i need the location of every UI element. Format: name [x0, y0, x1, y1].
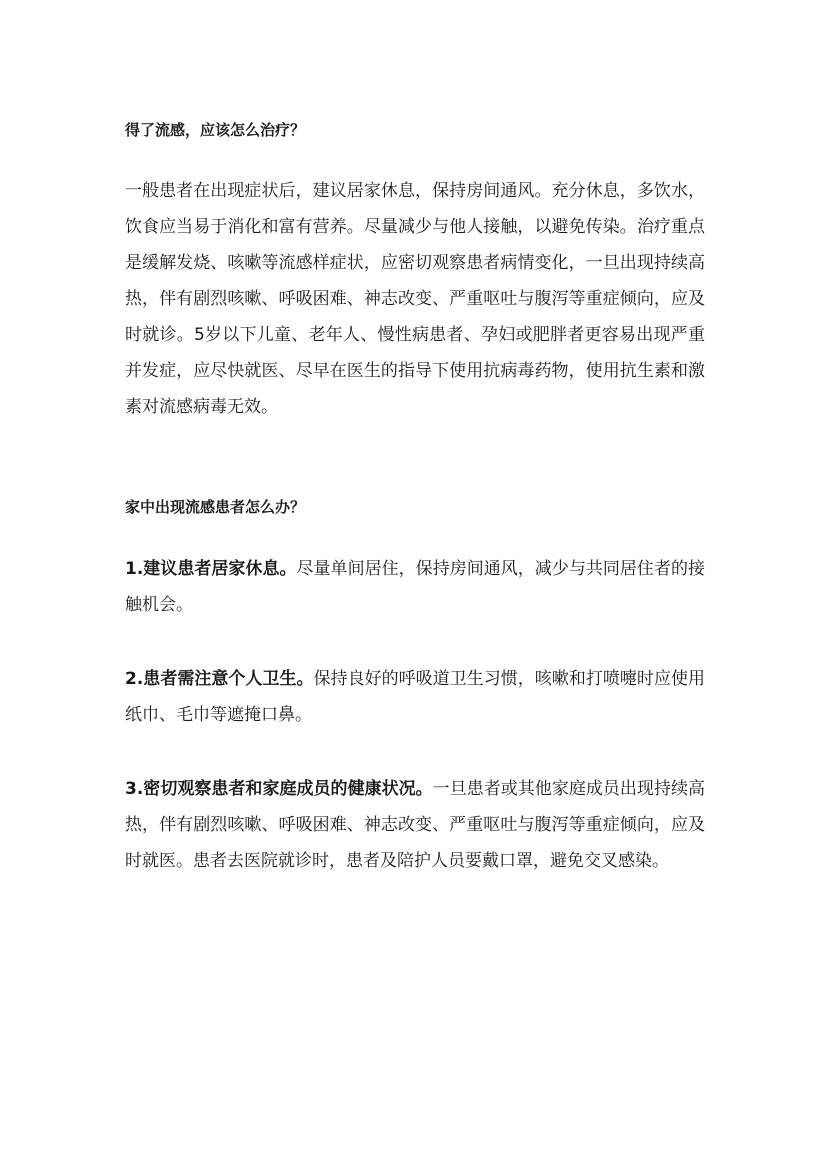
list-item-monitor-health	[125, 771, 705, 879]
list-item-rest-at-home	[125, 551, 705, 623]
heading-flu-treatment: 得了流感，应该怎么治疗？	[125, 121, 306, 139]
item-lead: 3.密切观察患者和家庭成员的健康状况。	[125, 779, 433, 799]
heading-flu-patient-at-home: 家中出现流感患者怎么办？	[125, 498, 306, 516]
list-item-personal-hygiene	[125, 661, 705, 733]
paragraph-treatment-advice: 一般患者在出现症状后，建议居家休息，保持房间通风。充分休息，多饮水，饮食应当易于消化和富有营养。尽量减少与他人接触，以避免传染。治疗重点是缓解发烧、咳嗽等流感样症状，应密切观察患者病情变化，一旦出现持续高热，伴有剧烈咳嗽、呼吸困难、神志改变、严重呕吐与腹泻等重症倾向，应及时就诊。5岁以下儿童、老年人、慢性病患者、孕妇或肥胖者更容易出现严重并发症，应尽快就医、尽早在医生的指导下使用抗病毒药物，使用抗生素和激素对流感病毒无效。	[125, 181, 705, 417]
item-lead: 1.建议患者居家休息。	[125, 559, 297, 579]
item-text: 尽量单间居住，保持房间通风，减少与共同居住者的接触机会。	[125, 559, 705, 615]
item-text: 一旦患者或其他家庭成员出现持续高热，伴有剧烈咳嗽、呼吸困难、神志改变、严重呕吐与腹泻等重症倾向，应及时就医。患者去医院就诊时，患者及陪护人员要戴口罩，避免交叉感染。	[125, 779, 705, 871]
item-text: 保持良好的呼吸道卫生习惯，咳嗽和打喷嚏时应使用纸巾、毛巾等遮掩口鼻。	[125, 669, 705, 725]
item-lead: 2.患者需注意个人卫生。	[125, 669, 314, 689]
